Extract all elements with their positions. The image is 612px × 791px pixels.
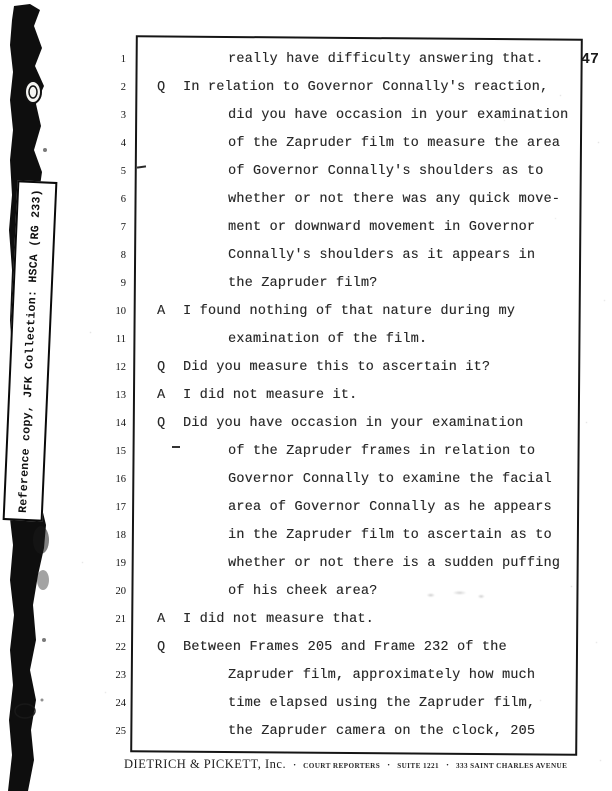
transcript-line [100,578,590,606]
line-number: 19 [115,558,126,569]
page-number: 47 [581,51,600,68]
line-number: 1 [120,54,126,65]
transcript-text: Did you measure this to ascertain it? [183,360,491,375]
transcript-text: whether or not there is a sudden puffing [228,556,561,571]
archive-stamp-text: Reference copy, JFK Collection: HSCA (RG 233) [16,188,44,514]
transcript-text: really have difficulty answering that. [228,52,544,67]
speaker-label: A [157,388,166,403]
transcript-text: In relation to Governor Connally's reaction, [183,80,549,95]
transcript-line [100,606,590,634]
line-number: 12 [115,362,126,373]
line-number: 17 [115,502,126,513]
line-number: 18 [115,530,126,541]
transcript-line [100,494,590,522]
transcript-text: of his cheek area? [228,584,378,599]
transcript-text: area of Governor Connally as he appears [228,500,552,515]
transcript-line [100,634,590,662]
transcript-text: of the Zapruder film to measure the area [228,136,561,151]
line-number: 16 [115,474,126,485]
line-number: 5 [120,166,126,177]
scan-smudge [420,588,492,600]
transcript-line [100,74,590,102]
line-number: 13 [115,390,126,401]
transcript-text: did you have occasion in your examination [228,108,569,123]
toner-speck [41,699,44,702]
line-number: 3 [120,110,126,121]
transcript-text: Zapruder film, approximately how much [228,668,536,683]
transcript-text: whether or not there was any quick move- [228,192,561,207]
line-number: 25 [115,726,126,737]
transcript-line [100,102,590,130]
line-number: 22 [115,642,126,653]
toner-blotch [33,526,49,554]
transcript-text: examination of the film. [228,332,428,347]
transcript-line [100,690,590,718]
transcript-line [100,382,590,410]
line-number: 21 [115,614,126,625]
toner-speck [42,638,46,642]
transcript-line [100,186,590,214]
line-number: 15 [115,446,126,457]
line-number: 4 [120,138,126,149]
footer-separator-icon: · [387,760,391,770]
line-number: 24 [115,698,126,709]
line-number: 23 [115,670,126,681]
transcript-line [100,46,590,74]
footer-item-reporters: COURT REPORTERS [303,762,381,770]
transcript-line [100,158,590,186]
reporter-footer [124,757,567,772]
transcript-text: I did not measure it. [183,388,358,403]
speaker-label: Q [157,640,166,655]
line-number: 11 [115,334,126,345]
transcript-line [100,326,590,354]
line-number: 20 [115,586,126,597]
line-number: 9 [120,278,126,289]
speaker-label: Q [157,80,166,95]
transcript-text: time elapsed using the Zapruder film, [228,696,536,711]
ring-stamp-icon [25,81,41,103]
transcript-line [100,438,590,466]
transcript-text: I found nothing of that nature during my [183,304,516,319]
line-number: 10 [115,306,126,317]
transcript-text: Governor Connally to examine the facial [228,472,552,487]
scan-speckles [0,0,1,1]
line-number: 6 [120,194,126,205]
toner-blotch [37,570,49,590]
speaker-label: Q [157,416,166,431]
transcript-text: I did not measure that. [183,612,374,627]
speaker-label: A [157,304,166,319]
transcript-line [100,662,590,690]
transcript-body [100,46,590,766]
footer-item-address: 333 SAINT CHARLES AVENUE [455,762,568,770]
footer-item-suite: SUITE 1221 [397,762,439,770]
transcript-line [100,410,590,438]
transcript-line [100,298,590,326]
footer-separator-icon: · [445,760,449,770]
transcript-text: Between Frames 205 and Frame 232 of the [183,640,507,655]
line-number: 2 [120,82,126,93]
transcript-line [100,242,590,270]
footer-separator-icon: · [293,760,297,770]
speaker-label: A [157,612,166,627]
transcript-text: in the Zapruder film to ascertain as to [228,528,552,543]
footer-firm-name: DIETRICH & PICKETT, Inc. [124,757,287,771]
toner-speck [43,148,47,152]
transcript-text: of Governor Connally's shoulders as to [228,164,544,179]
transcript-line [100,354,590,382]
transcript-line [100,130,590,158]
speaker-label: Q [157,360,166,375]
scan-artifact-dash [172,446,180,448]
transcript-line [100,522,590,550]
transcript-text: ment or downward movement in Governor [228,220,536,235]
transcript-text: Did you have occasion in your examination [183,416,524,431]
transcript-text: Connally's shoulders as it appears in [228,248,536,263]
line-number: 8 [120,250,126,261]
transcript-line [100,214,590,242]
transcript-line [100,466,590,494]
transcript-line [100,718,590,746]
line-number: 7 [120,222,126,233]
transcript-text: of the Zapruder frames in relation to [228,444,536,459]
transcript-line [100,550,590,578]
transcript-text: the Zapruder camera on the clock, 205 [228,724,536,739]
line-number: 14 [115,418,126,429]
transcript-text: the Zapruder film? [228,276,378,291]
transcript-line [100,270,590,298]
